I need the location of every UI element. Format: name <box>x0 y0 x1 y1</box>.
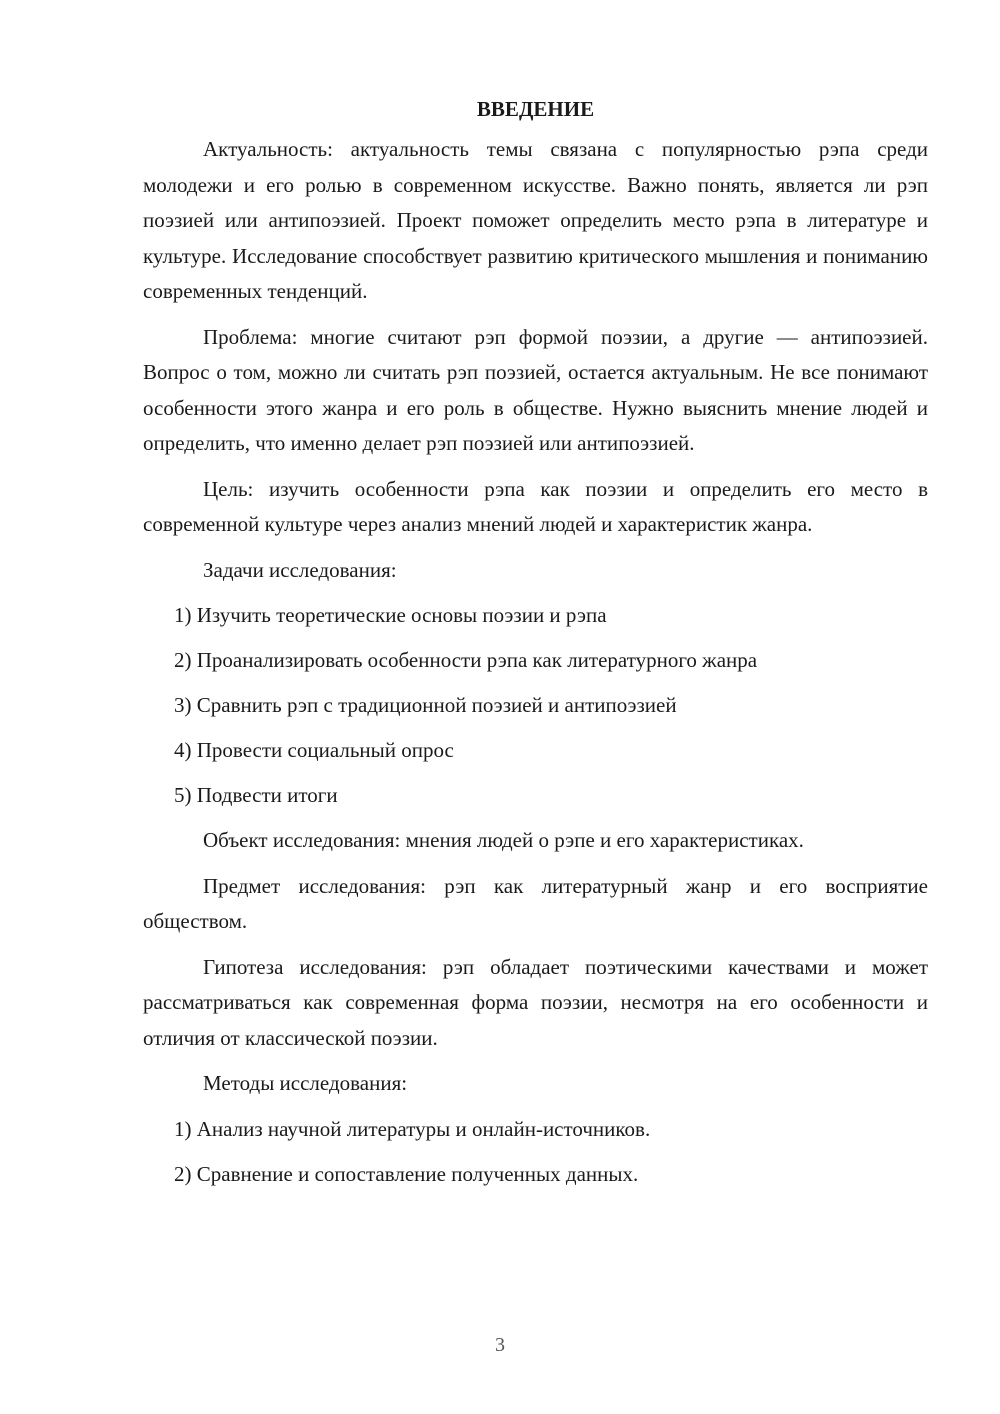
paragraph-subject: Предмет исследования: рэп как литературный жанр и его восприятие обществом. <box>143 873 928 933</box>
methods-list <box>143 1112 928 1192</box>
paragraph-tasks-heading: Задачи исследования: <box>203 557 397 582</box>
list-item-method-1: 1) Анализ научной литературы и онлайн-источников. <box>174 1116 651 1141</box>
list-item-task-1: 1) Изучить теоретические основы поэзии и рэпа <box>174 603 607 627</box>
paragraph-problem: Проблема: многие считают рэп формой поэзии, а другие — антипоэзией. Вопрос о том, можно ли считать рэп поэзией, остается актуальным. Не все понимают особенности этого жанра и его роль в обществе. Нужно выяснить мнение людей и определить, что именно делает рэп поэзией или антипоэзией. <box>143 324 928 455</box>
list-item-method-2: 2) Сравнение и сопоставление полученных данных. <box>174 1161 639 1186</box>
list-item-task-5: 5) Подвести итоги <box>174 783 338 807</box>
paragraph-methods-heading: Методы исследования: <box>203 1071 408 1095</box>
paragraph-hypothesis: Гипотеза исследования: рэп обладает поэтическими качествами и может рассматриваться как современная форма поэзии, несмотря на его особенности и отличия от классической поэзии. <box>143 954 928 1050</box>
list-item-task-4: 4) Провести социальный опрос <box>174 738 454 762</box>
paragraph-relevance: Актуальность: актуальность темы связана с популярностью рэпа среди молодежи и его ролью в современном искусстве. Важно понять, является ли рэп поэзией или антипоэзией. Проект поможет определить место рэпа в литературе и культуре. Исследование способствует развитию критического мышления и пониманию современных тенденций. <box>143 137 928 303</box>
list-item-task-2: 2) Проанализировать особенности рэпа как литературного жанра <box>174 648 758 672</box>
document-page <box>143 92 928 1202</box>
page-number: 3 <box>495 1334 505 1356</box>
tasks-list <box>143 598 928 813</box>
section-heading: ВВЕДЕНИЕ <box>476 97 595 121</box>
list-item-task-3: 3) Сравнить рэп с традиционной поэзией и антипоэзией <box>174 693 677 717</box>
paragraph-object: Объект исследования: мнения людей о рэпе и его характеристиках. <box>203 828 804 852</box>
paragraph-goal: Цель: изучить особенности рэпа как поэзии и определить его место в современной культуре через анализ мнений людей и характеристик жанра. <box>143 476 928 536</box>
